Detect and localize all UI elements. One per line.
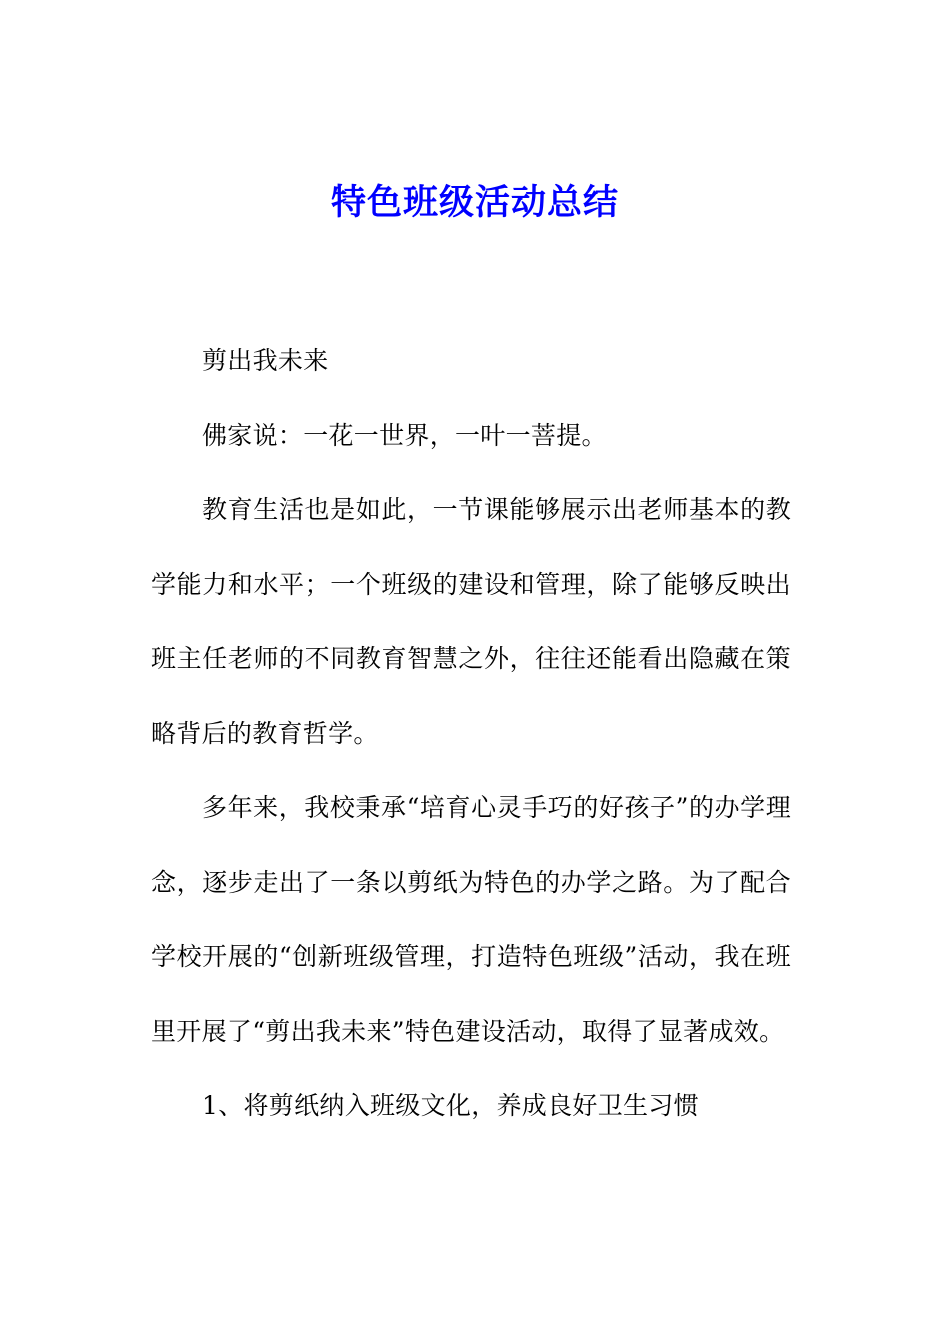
paragraph-education: 教育生活也是如此，一节课能够展示出老师基本的教学能力和水平；一个班级的建设和管理，除了能够反映出班主任老师的不同教育智慧之外，往往还能看出隐藏在策略背后的教育哲学。 bbox=[151, 495, 791, 748]
section-heading-1: 1、将剪纸纳入班级文化，养成良好卫生习惯 bbox=[202, 1091, 699, 1120]
document-body bbox=[151, 324, 791, 1144]
paragraph-school-concept: 多年来，我校秉承“培育心灵手巧的好孩子”的办学理念，逐步走出了一条以剪纸为特色的办学之路。为了配合学校开展的“创新班级管理，打造特色班级”活动，我在班里开展了“剪出我未来”特色建设活动，取得了显著成效。 bbox=[151, 793, 791, 1046]
paragraph-quote: 佛家说：一花一世界，一叶一菩提。 bbox=[202, 420, 607, 450]
paragraph-subtitle: 剪出我未来 bbox=[202, 346, 329, 375]
document-title: 特色班级活动总结 bbox=[330, 182, 619, 223]
